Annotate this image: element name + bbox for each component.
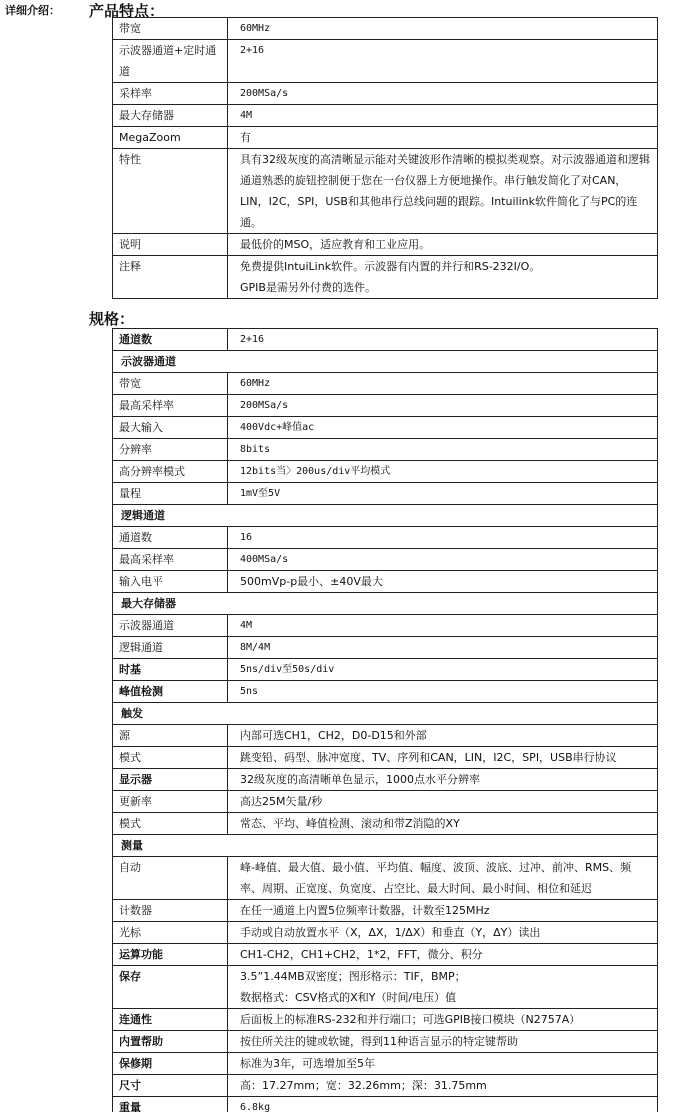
specs-title: 规格：	[89, 310, 135, 328]
row-value: 4M	[228, 615, 658, 637]
table-row	[113, 1031, 658, 1053]
table-row	[113, 1009, 658, 1031]
row-label: 重量	[113, 1097, 228, 1112]
row-value: CH1-CH2，CH1+CH2，1*2，FFT，微分、积分	[228, 944, 658, 966]
row-value: 3.5”1.44MB双密度；图形格示：TIF，BMP； 数据格式：CSV格式的X和Y（时间/电压）值	[228, 966, 658, 1009]
table-row	[113, 900, 658, 922]
row-value: 标准为3年，可选增加至5年	[228, 1053, 658, 1075]
table-row	[113, 105, 658, 127]
detail-label: 详细介绍：	[5, 4, 60, 17]
row-label: 显示器	[113, 769, 228, 791]
row-label: 带宽	[113, 373, 228, 395]
table-row	[113, 725, 658, 747]
table-row	[113, 747, 658, 769]
table-row	[113, 417, 658, 439]
table-row	[113, 944, 658, 966]
row-label: 保存	[113, 966, 228, 1009]
section-header-row	[113, 835, 658, 857]
row-value: 8bits	[228, 439, 658, 461]
row-label: 通道数	[113, 527, 228, 549]
row-value: 5ns	[228, 681, 658, 703]
row-label: 逻辑通道	[113, 637, 228, 659]
table-row	[113, 149, 658, 234]
row-value: 2+16	[228, 329, 658, 351]
row-value: 常态、平均、峰值检测、滚动和带Z消隐的XY	[228, 813, 658, 835]
row-value: 12bits当〉200us/div平均模式	[228, 461, 658, 483]
table-row	[113, 922, 658, 944]
table-row	[113, 256, 658, 299]
row-value: 32级灰度的高清晰单色显示，1000点水平分辨率	[228, 769, 658, 791]
row-value: 8M/4M	[228, 637, 658, 659]
row-value: 内部可选CH1，CH2，D0-D15和外部	[228, 725, 658, 747]
row-label: 模式	[113, 813, 228, 835]
row-label: 示波器通道+定时通道	[113, 40, 228, 83]
row-value: 高达25M矢量/秒	[228, 791, 658, 813]
row-label: 内置帮助	[113, 1031, 228, 1053]
row-label: 最高采样率	[113, 549, 228, 571]
row-value: 最低价的MSO，适应教育和工业应用。	[228, 234, 658, 256]
section-header: 逻辑通道	[113, 505, 658, 527]
table-row	[113, 439, 658, 461]
row-label: 最高采样率	[113, 395, 228, 417]
table-row	[113, 549, 658, 571]
row-label: 尺寸	[113, 1075, 228, 1097]
row-label: 运算功能	[113, 944, 228, 966]
table-row	[113, 483, 658, 505]
row-value: 免费提供IntuiLink软件。示波器有内置的并行和RS-232I/O。 GPIB是需另外付费的选件。	[228, 256, 658, 299]
table-row	[113, 637, 658, 659]
row-value: 5ns/div至50s/div	[228, 659, 658, 681]
table-row	[113, 791, 658, 813]
row-value: 4M	[228, 105, 658, 127]
table-row	[113, 813, 658, 835]
row-label: 源	[113, 725, 228, 747]
features-table	[112, 17, 658, 299]
table-row	[113, 681, 658, 703]
row-value: 手动或自动放置水平（X，ΔX，1/ΔX）和垂直（Y，ΔY）读出	[228, 922, 658, 944]
section-header: 示波器通道	[113, 351, 658, 373]
row-value: 60MHz	[228, 18, 658, 40]
table-row	[113, 83, 658, 105]
section-header: 最大存储器	[113, 593, 658, 615]
section-header-row	[113, 505, 658, 527]
table-row	[113, 40, 658, 83]
row-label: 通道数	[113, 329, 228, 351]
row-label: 特性	[113, 149, 228, 234]
table-row	[113, 769, 658, 791]
row-label: 分辨率	[113, 439, 228, 461]
row-value: 2+16	[228, 40, 658, 83]
section-header-row	[113, 593, 658, 615]
section-header-row	[113, 351, 658, 373]
table-row	[113, 395, 658, 417]
row-label: 采样率	[113, 83, 228, 105]
row-value: 500mVp-p最小、±40V最大	[228, 571, 658, 593]
row-label: 示波器通道	[113, 615, 228, 637]
row-value: 跳变铅、码型、脉冲宽度、TV、序列和CAN，LIN，I2C，SPI，USB串行协议	[228, 747, 658, 769]
row-value: 有	[228, 127, 658, 149]
row-value: 1mV至5V	[228, 483, 658, 505]
specs-table	[112, 328, 658, 1112]
row-label: 时基	[113, 659, 228, 681]
row-label: 说明	[113, 234, 228, 256]
section-header: 测量	[113, 835, 658, 857]
row-label: 最大存储器	[113, 105, 228, 127]
table-row	[113, 659, 658, 681]
row-label: 量程	[113, 483, 228, 505]
row-label: 保修期	[113, 1053, 228, 1075]
table-row	[113, 527, 658, 549]
section-header-row	[113, 703, 658, 725]
table-row	[113, 1053, 658, 1075]
row-value: 按住所关注的键或软键，得到11种语言显示的特定键帮助	[228, 1031, 658, 1053]
features-title: 产品特点：	[89, 2, 165, 20]
row-label: 注释	[113, 256, 228, 299]
row-label: 计数器	[113, 900, 228, 922]
table-row	[113, 18, 658, 40]
row-value: 高：17.27mm；宽：32.26mm；深：31.75mm	[228, 1075, 658, 1097]
row-label: 模式	[113, 747, 228, 769]
row-label: 最大输入	[113, 417, 228, 439]
row-label: 自动	[113, 857, 228, 900]
table-row	[113, 571, 658, 593]
table-row	[113, 1075, 658, 1097]
table-row	[113, 373, 658, 395]
row-label: 更新率	[113, 791, 228, 813]
row-value: 16	[228, 527, 658, 549]
row-label: 输入电平	[113, 571, 228, 593]
row-value: 400Vdc+峰值ac	[228, 417, 658, 439]
row-value: 在任一通道上内置5位频率计数器，计数至125MHz	[228, 900, 658, 922]
table-row	[113, 1097, 658, 1112]
table-row	[113, 615, 658, 637]
row-value: 200MSa/s	[228, 395, 658, 417]
table-row	[113, 127, 658, 149]
row-label: 高分辨率模式	[113, 461, 228, 483]
row-value: 200MSa/s	[228, 83, 658, 105]
row-value: 6.8kg	[228, 1097, 658, 1112]
row-value: 60MHz	[228, 373, 658, 395]
table-row	[113, 966, 658, 1009]
table-row	[113, 234, 658, 256]
row-label: 连通性	[113, 1009, 228, 1031]
table-row	[113, 329, 658, 351]
row-label: 峰值检测	[113, 681, 228, 703]
table-row	[113, 857, 658, 900]
row-value: 后面板上的标准RS-232和并行端口；可选GPIB接口模块（N2757A）	[228, 1009, 658, 1031]
row-label: MegaZoom	[113, 127, 228, 149]
row-label: 光标	[113, 922, 228, 944]
row-label: 带宽	[113, 18, 228, 40]
table-row	[113, 461, 658, 483]
row-value: 400MSa/s	[228, 549, 658, 571]
row-value: 峰-峰值、最大值、最小值、平均值、幅度、波顶、波底、过冲、前冲、RMS、频率、周期、正宽度、负宽度、占空比、最大时间、最小时间、相位和延迟	[228, 857, 658, 900]
section-header: 触发	[113, 703, 658, 725]
row-value: 具有32级灰度的高清晰显示能对关键波形作清晰的模拟类观察。对示波器通道和逻辑通道熟悉的旋钮控制便于您在一台仪器上方便地操作。串行触发简化了对CAN，LIN，I2C，SPI，USB和其他串行总线问题的跟踪。Intuilink软件简化了与PC的连通。	[228, 149, 658, 234]
